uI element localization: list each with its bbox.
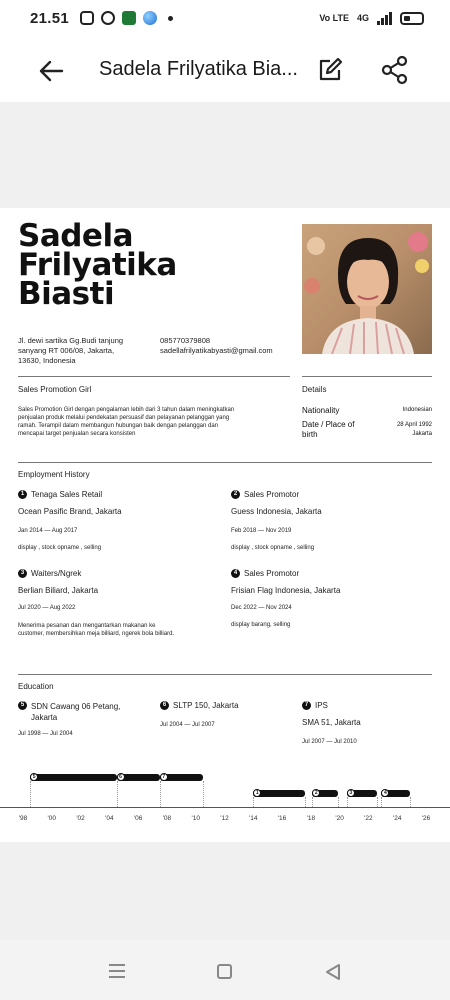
job-dates: Jul 2020 — Aug 2022 — [18, 605, 76, 611]
network-gen-label: 4G — [356, 13, 369, 23]
navigation-bar — [0, 940, 450, 1000]
profile-line: Sales Promotion Girl dengan pengalaman lebih dari 3 tahun dalam meningkatkan — [18, 407, 235, 413]
timeline-guide — [347, 797, 348, 807]
job-title-text: Sales Promotor — [244, 569, 300, 578]
status-system-icons — [319, 11, 424, 25]
timeline-marker: 6 — [117, 773, 125, 781]
address-line-1: Jl. dewi sartika Gg.Budi tanjung — [18, 336, 124, 345]
job-company: Guess Indonesia, Jakarta — [231, 507, 322, 516]
address-line-3: 13630, Indonesia — [18, 356, 76, 365]
timeline-guide — [312, 797, 313, 807]
timeline-year-label: '12 — [220, 815, 229, 822]
timeline-guide — [305, 797, 306, 807]
job-title — [18, 490, 102, 499]
status-time: 21.51 — [30, 10, 70, 27]
timeline-marker: 3 — [347, 789, 355, 797]
dob-label-line: Date / Place of — [302, 420, 355, 429]
education-title-line: Jakarta — [31, 713, 58, 722]
timeline-bar — [160, 774, 203, 781]
education-title-line: SDN Cawang 06 Petang, — [31, 702, 121, 711]
timeline-guide — [377, 797, 378, 807]
timeline-marker: 4 — [381, 789, 389, 797]
contact — [160, 336, 273, 356]
dob-label — [302, 420, 354, 440]
job-number-badge: 3 — [18, 569, 27, 578]
education-heading: Education — [18, 682, 54, 691]
job-title-text: Sales Promotor — [244, 490, 300, 499]
timeline-guide — [117, 781, 118, 807]
timeline-year-label: '18 — [306, 815, 316, 822]
timeline-year-label: '20 — [335, 815, 344, 822]
divider — [18, 462, 432, 463]
divider — [18, 376, 290, 377]
profile-summary — [18, 406, 293, 438]
job-number-badge: 2 — [231, 490, 240, 499]
profile-heading: Sales Promotion Girl — [18, 385, 92, 394]
timeline-year-label: '14 — [249, 815, 258, 822]
education-title-text: SLTP 150, Jakarta — [173, 701, 239, 710]
timeline-year-label: '16 — [277, 815, 287, 822]
timeline-year-label: '06 — [133, 815, 143, 822]
app-bar — [0, 38, 450, 102]
timeline-bar — [253, 790, 305, 797]
back-icon[interactable] — [324, 963, 342, 981]
timeline-marker: 1 — [253, 789, 261, 797]
job-description-line: customer, membersihkan meja billiard, ngerek bola billiard. — [18, 631, 175, 637]
job-description: display , stock opname , selling — [231, 545, 315, 551]
education-title — [302, 701, 328, 710]
timeline-axis — [0, 807, 450, 808]
address — [18, 336, 123, 366]
address-line-2: sanyang RT 006/08, Jakarta, — [18, 346, 115, 355]
job-dates: Jan 2014 — Aug 2017 — [18, 528, 78, 534]
profile-line: mencapai target penjualan secara konsisten — [18, 431, 136, 437]
timeline-guide — [203, 781, 204, 807]
education-number-badge: 5 — [18, 701, 27, 710]
job-company: Frisian Flag Indonesia, Jakarta — [231, 586, 341, 595]
dob-value-line: Jakarta — [412, 431, 432, 437]
job-title — [231, 569, 299, 578]
timeline-year-label: '26 — [421, 815, 431, 822]
job-title — [231, 490, 299, 499]
education-title — [18, 701, 120, 723]
education-dates: Jul 2004 — Jul 2007 — [160, 722, 215, 728]
nationality-label: Nationality — [302, 406, 340, 415]
edit-icon — [316, 56, 344, 84]
timeline-marker: 7 — [160, 773, 168, 781]
arrow-left-icon — [34, 54, 68, 88]
chat-icon — [122, 11, 136, 25]
timeline-bar — [30, 774, 116, 781]
timeline-bar — [381, 790, 410, 797]
share-icon — [380, 55, 410, 85]
profile-photo — [302, 224, 432, 354]
job-company: Ocean Pasific Brand, Jakarta — [18, 507, 122, 516]
dob-value — [352, 421, 432, 439]
phone: 085770379808 — [160, 336, 211, 345]
education-school: SMA 51, Jakarta — [302, 718, 361, 727]
timeline-year-label: '24 — [392, 815, 402, 822]
job-description — [18, 622, 174, 638]
profile-line: penjualan produk melalui pendekatan persuasif dan pelayanan pelanggan yang — [18, 415, 230, 421]
timeline-year-label: '00 — [47, 815, 57, 822]
timeline-guide — [381, 797, 382, 807]
education-dates: Jul 2007 — Jul 2010 — [302, 739, 357, 745]
resume-page — [0, 208, 450, 842]
timeline-guide — [30, 781, 31, 807]
job-title — [18, 569, 81, 578]
document-title: Sadela Frilyatika Bia... — [99, 58, 298, 80]
name-line-2: Frilyatika — [18, 247, 177, 283]
timeline-year-label: '10 — [191, 815, 200, 822]
education-number-badge: 7 — [302, 701, 311, 710]
edit-button[interactable] — [316, 56, 344, 84]
job-title-text: Waiters/Ngrek — [31, 569, 82, 578]
nationality-value: Indonesian — [402, 407, 432, 413]
recent-apps-icon[interactable] — [109, 964, 125, 978]
employment-heading: Employment History — [18, 470, 90, 479]
battery-icon — [400, 12, 424, 25]
education-dates: Jul 1998 — Jul 2004 — [18, 731, 73, 737]
education-title — [160, 701, 239, 710]
timeline-guide — [253, 797, 254, 807]
education-title-text — [31, 701, 120, 723]
job-number-badge: 1 — [18, 490, 27, 499]
timeline-guide — [338, 797, 339, 807]
back-button[interactable] — [34, 54, 68, 88]
education-number-badge: 6 — [160, 701, 169, 710]
email: sadellafrilyatikabyasti@gmail.com — [160, 346, 273, 355]
job-description: display barang, selling — [231, 622, 291, 628]
timeline-year-label: '22 — [364, 815, 373, 822]
share-button[interactable] — [380, 55, 410, 85]
home-icon[interactable] — [217, 964, 232, 979]
browser-icon — [143, 11, 157, 25]
education-title-text: IPS — [315, 701, 328, 710]
signal-icon — [377, 11, 392, 25]
timeline-bar — [117, 774, 160, 781]
timeline-marker: 2 — [312, 789, 320, 797]
job-title-text: Tenaga Sales Retail — [31, 490, 103, 499]
status-notification-icons — [80, 11, 173, 25]
timeline-year-label: '02 — [76, 815, 85, 822]
divider — [302, 376, 432, 377]
instagram-icon — [80, 11, 94, 25]
timeline-year-label: '98 — [18, 815, 28, 822]
timeline-marker: 5 — [30, 773, 38, 781]
notification-dot-icon — [168, 16, 173, 21]
dob-label-line: birth — [302, 430, 318, 439]
name-line-1: Sadela — [18, 218, 134, 254]
resume-name — [18, 218, 288, 312]
name-line-3: Biasti — [18, 276, 115, 312]
volte-label: Vo LTE — [319, 13, 349, 23]
job-company: Berlian Biliard, Jakarta — [18, 586, 99, 595]
timeline-year-label: '08 — [162, 815, 172, 822]
status-bar — [0, 0, 450, 38]
timeline-guide — [160, 781, 161, 807]
threads-icon — [101, 11, 115, 25]
timeline-bar — [347, 790, 377, 797]
job-description-line: Menerima pesanan dan mengantarkan makanan ke — [18, 623, 156, 629]
timeline-year-label: '04 — [105, 815, 114, 822]
dob-value-line: 28 April 1992 — [396, 422, 432, 428]
job-dates: Feb 2018 — Nov 2019 — [231, 528, 292, 534]
divider — [18, 674, 432, 675]
timeline-guide — [410, 797, 411, 807]
job-number-badge: 4 — [231, 569, 240, 578]
job-dates: Dec 2022 — Nov 2024 — [231, 605, 292, 611]
job-description: display , stock opname , selling — [18, 545, 102, 551]
profile-line: ramah. Terampil dalam membangun hubungan baik dengan pelanggan dan — [18, 423, 219, 429]
details-heading: Details — [302, 385, 327, 394]
timeline-bar — [312, 790, 338, 797]
